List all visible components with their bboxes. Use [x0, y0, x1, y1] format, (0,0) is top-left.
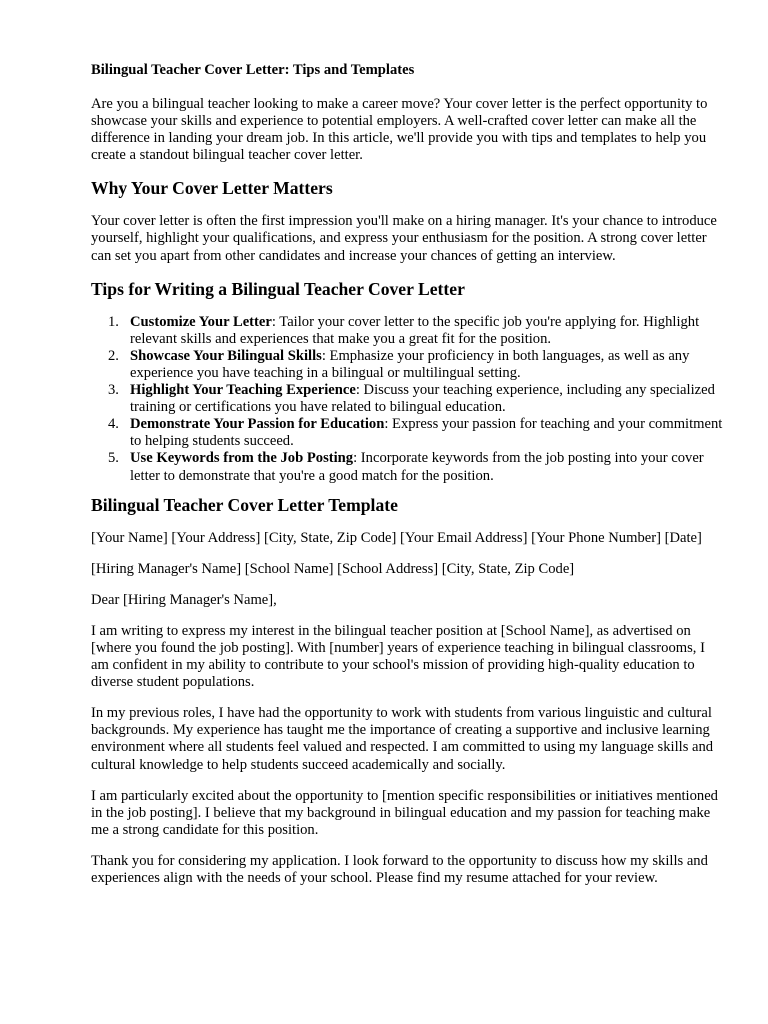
- intro-paragraph: Are you a bilingual teacher looking to make a career move? Your cover letter is the perfect opportunity to showcase your skills and experience to potential employers. A well-crafted cover letter can make all the difference in landing your dream job. In this article, we'll provide you with tips and templates to help you create a standout bilingual teacher cover letter.: [91, 96, 708, 164]
- tip-title: Highlight Your Teaching Experience: [130, 382, 356, 399]
- tip-text: Express your passion for teaching and your commitment to helping students succeed.: [130, 416, 723, 450]
- list-item: [108, 450, 724, 484]
- list-number: 4.: [108, 416, 119, 433]
- list-item: [108, 347, 724, 382]
- why-heading: Why Your Cover Letter Matters: [91, 178, 333, 199]
- tip-separator: :: [384, 416, 389, 433]
- letter-paragraph-4: Thank you for considering my application. I look forward to the opportunity to discuss how my skills and experiences align with the needs of your school. Please find my resume attached for your review.: [91, 852, 708, 886]
- tip-title: Customize Your Letter: [130, 313, 272, 330]
- tips-list: [91, 314, 724, 485]
- list-number: 1.: [108, 313, 119, 330]
- tip-text: Tailor your cover letter to the specific job you're applying for. Highlight relevant skills and experiences that make you a great fit for the position.: [130, 313, 700, 347]
- tip-title: Use Keywords from the Job Posting: [130, 450, 354, 467]
- list-number: 3.: [108, 382, 119, 399]
- tips-heading: Tips for Writing a Bilingual Teacher Cover Letter: [91, 278, 465, 299]
- tip-title: Demonstrate Your Passion for Education: [130, 416, 385, 433]
- tip-separator: :: [355, 382, 360, 399]
- letter-paragraph-3: I am particularly excited about the opportunity to [mention specific responsibilities or initiatives mentioned in the job posting]. I believe that my background in bilingual education and my passion for teaching make me a strong candidate for this position.: [91, 787, 718, 838]
- tip-text: Discuss your teaching experience, including any specialized training or certifications you have related to bilingual education.: [130, 382, 715, 416]
- letter-paragraph-1: I am writing to express my interest in the bilingual teacher position at [School Name], as advertised on [where you found the job posting]. With [number] years of experience teaching in bilingual classrooms, I am confident in my ability to contribute to your school's mission of providing high-quality education to diverse student populations.: [91, 622, 705, 691]
- letter-paragraph-2: In my previous roles, I have had the opportunity to work with students from various linguistic and cultural backgrounds. My experience has taught me the importance of creating a supportive and inclusive learning environment where all students feel valued and respected. I am committed to using my language skills and cultural knowledge to help students succeed academically and socially.: [91, 705, 714, 773]
- why-paragraph: Your cover letter is often the first impression you'll make on a hiring manager. It's your chance to introduce yourself, highlight your qualifications, and express your enthusiasm for the position. A strong cover letter can set you apart from other candidates and increase your chances of getting an interview.: [91, 213, 717, 264]
- recipient-block: [Hiring Manager's Name] [School Name] [School Address] [City, State, Zip Code]: [91, 560, 575, 577]
- list-number: 5.: [108, 450, 119, 467]
- tip-separator: :: [321, 347, 326, 364]
- document-title: Bilingual Teacher Cover Letter: Tips and Templates: [91, 62, 415, 78]
- template-heading: Bilingual Teacher Cover Letter Template: [91, 494, 398, 515]
- list-item: [108, 416, 724, 450]
- list-number: 2.: [108, 347, 119, 364]
- list-item: [108, 382, 724, 416]
- sender-block: [Your Name] [Your Address] [City, State, Zip Code] [Your Email Address] [Your Phone Number] [Date]: [91, 529, 702, 546]
- tip-separator: :: [353, 450, 358, 467]
- salutation: Dear [Hiring Manager's Name],: [91, 591, 277, 608]
- list-item: [108, 313, 724, 348]
- tip-text: Emphasize your proficiency in both languages, as well as any experience you have teaching in a bilingual or multilingual setting.: [130, 347, 690, 381]
- tip-title: Showcase Your Bilingual Skills: [130, 347, 322, 364]
- tip-text: Incorporate keywords from the job posting into your cover letter to demonstrate that you're a good match for the position.: [130, 450, 704, 484]
- tip-separator: :: [271, 313, 276, 330]
